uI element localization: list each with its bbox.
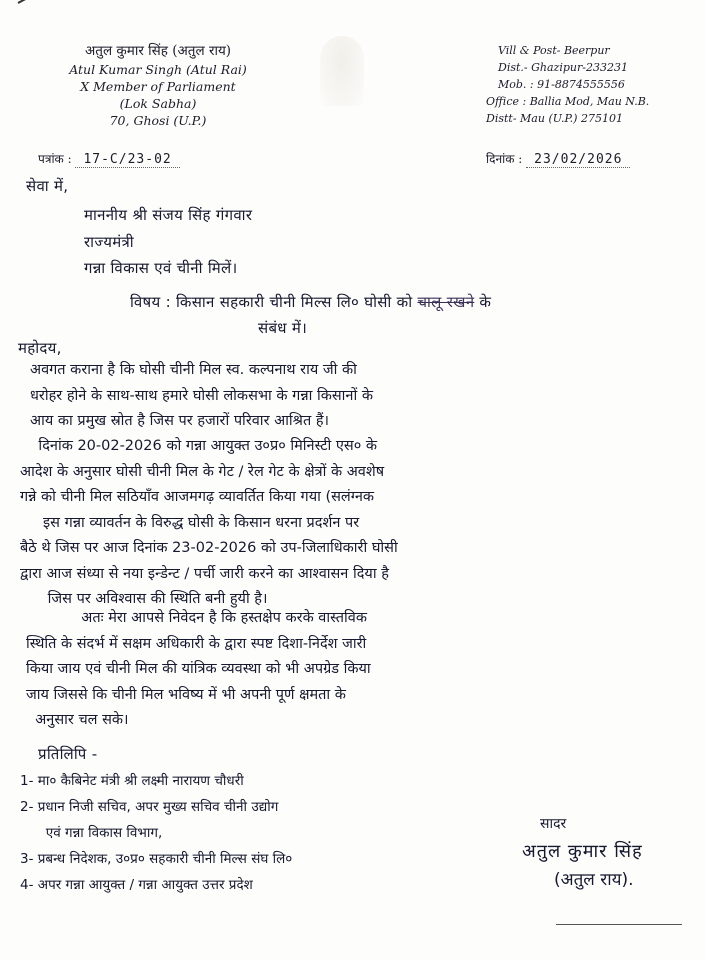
body-line: आय का प्रमुख स्रोत है जिस पर हजारों परिवार आश्रित हैं।	[30, 413, 330, 429]
body-line: जाय जिससे कि चीनी मिल भविष्य में भी अपनी पूर्ण क्षमता के	[26, 686, 346, 703]
cc-title: प्रतिलिपि -	[38, 745, 98, 763]
body-line: किया जाय एवं चीनी मिल की यांत्रिक व्यवस्था को भी अपग्रेड किया	[26, 661, 371, 677]
emblem-watermark	[320, 36, 364, 106]
address-line-2: Dist.- Ghazipur-233231	[498, 61, 628, 74]
cc-list	[20, 768, 292, 898]
reference-number	[38, 150, 180, 167]
date-label: दिनांक :	[486, 152, 523, 166]
letterhead-left	[38, 42, 278, 129]
cc-item: 1- मा० कैबिनेट मंत्री श्री लक्ष्मी नारायण चौधरी	[20, 773, 244, 789]
subject-text: विषय : किसान सहकारी चीनी मिल्स लि० घोसी को	[130, 293, 418, 311]
recipient-line-1: माननीय श्री संजय सिंह गंगवार	[84, 206, 253, 224]
cc-item: 3- प्रबन्ध निदेशक, उ०प्र० सहकारी चीनी मिल्स संघ लि०	[20, 851, 293, 867]
body-paragraph-2	[20, 434, 398, 613]
body-line: अवगत कराना है कि घोसी चीनी मिल स्व. कल्पनाथ राय जी की	[30, 362, 357, 378]
body-line: अतः मेरा आपसे निवेदन है कि हस्तक्षेप करके वास्तविक	[26, 610, 367, 626]
body-line: इस गन्ना व्यावर्तन के विरुद्ध घोसी के किसान धरना प्रदर्शन पर	[20, 514, 360, 531]
body-paragraph-1	[30, 358, 373, 435]
date-value: 23/02/2026	[526, 152, 630, 168]
signature-alias: (अतुल राय).	[554, 870, 634, 890]
position: X Member of Parliament	[80, 79, 236, 94]
body-line: स्थिति के संदर्भ में सक्षम अधिकारी के द्वारा स्पष्ट दिशा-निर्देश जारी	[26, 635, 367, 652]
reference-value: 17-C/23-02	[75, 152, 179, 168]
pen-mark	[18, 0, 51, 4]
name-english: Atul Kumar Singh (Atul Rai)	[69, 62, 247, 77]
subject-line-1	[130, 292, 491, 312]
salutation: सेवा में,	[26, 177, 69, 195]
greeting: महोदय,	[18, 339, 62, 357]
signature-underline	[556, 924, 682, 925]
body-line: अनुसार चल सके।	[26, 712, 129, 728]
signature-block	[522, 814, 643, 890]
body-line: धरोहर होने के साथ-साथ हमारे घोसी लोकसभा के गन्ना किसानों के	[30, 387, 373, 404]
cc-item: 4- अपर गन्ना आयुक्त / गन्ना आयुक्त उत्तर प्रदेश	[20, 877, 253, 893]
house: (Lok Sabha)	[119, 96, 197, 111]
office-district: Distt- Mau (U.P.) 275101	[486, 112, 623, 125]
office: Office : Ballia Mod, Mau N.B.	[486, 95, 650, 108]
mobile: Mob. : 91-8874555556	[498, 78, 625, 91]
letterhead-right	[486, 42, 696, 127]
body-line: आदेश के अनुसार घोसी चीनी मिल के गेट / रेल गेट के क्षेत्रों के अवशेष	[20, 463, 385, 480]
reference-label: पत्रांक :	[38, 152, 72, 166]
recipient-line-2: राज्यमंत्री	[84, 233, 134, 251]
body-line: जिस पर अविश्वास की स्थिति बनी हुयी है।	[20, 591, 268, 607]
body-line: बैठे थे जिस पर आज दिनांक 23-02-2026 को उप-जिलाधिकारी घोसी	[20, 540, 398, 556]
closing: सादर	[540, 816, 567, 832]
letter-date	[486, 150, 630, 167]
subject-line-2: संबंध में।	[258, 319, 308, 337]
recipient-line-3: गन्ना विकास एवं चीनी मिलें।	[84, 259, 238, 277]
cc-item: एवं गन्ना विकास विभाग,	[20, 825, 163, 841]
body-paragraph-3	[26, 606, 371, 734]
name-hindi: अतुल कुमार सिंह (अतुल राय)	[84, 43, 232, 59]
body-line: द्वारा आज संध्या से नया इन्डेन्ट / पर्ची जारी करने का आश्वासन दिया है	[20, 565, 389, 582]
subject-text-end: के	[474, 293, 492, 311]
constituency: 70, Ghosi (U.P.)	[109, 113, 207, 128]
cc-item: 2- प्रधान निजी सचिव, अपर मुख्य सचिव चीनी उद्योग	[20, 799, 279, 815]
body-line: दिनांक 20-02-2026 को गन्ना आयुक्त उ०प्र० मिनिस्टी एस० के	[20, 438, 378, 454]
subject-struck-text: चालू रखने	[417, 293, 475, 311]
signature-name: अतुल कुमार सिंह	[522, 841, 643, 862]
body-line: गन्ने को चीनी मिल सठियाँव आजमगढ़ व्यावर्तित किया गया (सलंग्नक	[20, 489, 375, 505]
address-line-1: Vill & Post- Beerpur	[498, 44, 610, 57]
